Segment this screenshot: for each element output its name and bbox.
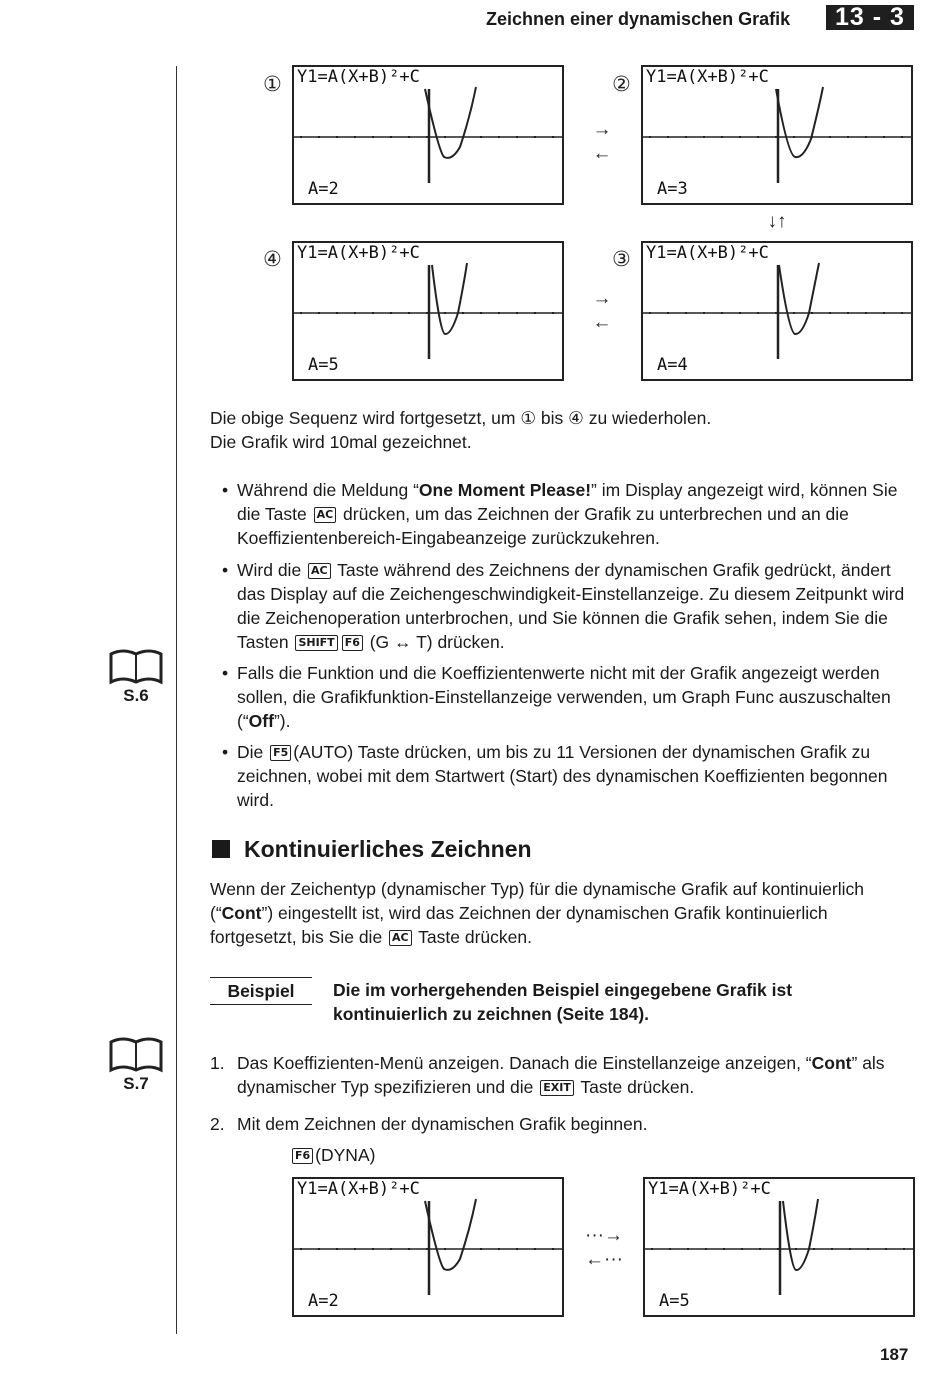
marker-2: ② xyxy=(612,73,631,96)
arrow-updown: ↓↑ xyxy=(767,211,787,232)
ac-key-icon: AC xyxy=(389,930,412,946)
dyna-key-instruction: F6 (DYNA) xyxy=(290,1143,375,1167)
page-number: 187 xyxy=(880,1345,909,1364)
arrow-left-1: ← xyxy=(592,143,612,164)
screen-coefficient: A=5 xyxy=(659,1291,690,1311)
reference-label-s6: S.6 xyxy=(123,686,149,705)
calculator-screen-2 xyxy=(641,65,913,205)
book-icon xyxy=(107,646,165,686)
section-paragraph: Wenn der Zeichentyp (dynamischer Typ) für die dynamische Grafik auf kontinuierlich (“Cont”) eingestellt ist, wird das Zeichnen der dynamischen Grafik kontinuierlich fortgesetzt, bis Sie die AC Taste drücken. xyxy=(210,879,864,947)
book-icon xyxy=(107,1034,165,1074)
ac-key-icon: AC xyxy=(314,507,337,523)
bullet-item-4: • Die F5 (AUTO) Taste drücken, um bis zu 11 Versionen der dynamischen Grafik zu zeichnen, wobei mit dem Startwert (Start) des dynamischen Koeffizienten begonnen wird. xyxy=(222,742,888,810)
calculator-screen-3 xyxy=(641,241,913,381)
shift-key-icon: SHIFT xyxy=(295,635,337,651)
arrow-left-2: ← xyxy=(592,312,612,333)
step-2: 2. Mit dem Zeichnen der dynamischen Grafik beginnen. xyxy=(210,1114,648,1134)
f6-key-icon: F6 xyxy=(292,1148,313,1164)
calculator-screen-6 xyxy=(643,1177,915,1317)
screen-equation: Y1=A(X+B)²+C xyxy=(648,1179,771,1199)
screen-coefficient: A=2 xyxy=(308,1291,339,1311)
screen-equation: Y1=A(X+B)²+C xyxy=(646,243,769,263)
square-bullet-icon xyxy=(212,840,230,858)
example-text: Die im vorhergehenden Beispiel eingegebene Grafik ist kontinuierlich zu zeichnen (Seite 184). xyxy=(333,980,793,1024)
section-heading: Kontinuierliches Zeichnen xyxy=(212,836,532,863)
f6-key-icon: F6 xyxy=(342,635,363,651)
screen-coefficient: A=3 xyxy=(657,179,688,199)
arrow-dots-left: ←··· xyxy=(585,1249,623,1270)
screen-equation: Y1=A(X+B)²+C xyxy=(646,67,769,87)
example-label: Beispiel xyxy=(210,977,312,1005)
calculator-screen-4 xyxy=(292,241,564,381)
intro-paragraph: Die obige Sequenz wird fortgesetzt, um ① bis ④ zu wiederholen. Die Grafik wird 10mal gezeichnet. xyxy=(210,408,712,452)
margin-rule xyxy=(176,66,177,1334)
screen-coefficient: A=2 xyxy=(308,179,339,199)
reference-label-s7: S.7 xyxy=(123,1074,149,1093)
screen-equation: Y1=A(X+B)²+C xyxy=(297,67,420,87)
bullet-item-3: • Falls die Funktion und die Koeffizientenwerte nicht mit der Grafik angezeigt werden sollen, die Grafikfunktion-Einstellanzeige verwenden, um Graph Func auszuschalten (“Off”). xyxy=(222,663,891,731)
screen-coefficient: A=5 xyxy=(308,355,339,375)
f5-key-icon: F5 xyxy=(270,745,291,761)
calculator-screen-1 xyxy=(292,65,564,205)
screen-equation: Y1=A(X+B)²+C xyxy=(297,1179,420,1199)
marker-3: ③ xyxy=(612,248,631,271)
screen-equation: Y1=A(X+B)²+C xyxy=(297,243,420,263)
arrow-dots-right: ···→ xyxy=(585,1225,623,1246)
arrow-right-2: → xyxy=(592,288,612,309)
marker-4: ④ xyxy=(263,248,282,271)
step-1: 1. Das Koeffizienten-Menü anzeigen. Danach die Einstellanzeige anzeigen, “Cont” als dynamischer Typ spezifizieren und die EXIT Taste drücken. xyxy=(210,1053,885,1097)
exit-key-icon: EXIT xyxy=(540,1080,574,1096)
arrow-right-1: → xyxy=(592,119,612,140)
screen-coefficient: A=4 xyxy=(657,355,688,375)
marker-1: ① xyxy=(263,73,282,96)
calculator-screen-5 xyxy=(292,1177,564,1317)
page-header-title: Zeichnen einer dynamischen Grafik xyxy=(486,9,791,29)
section-number-badge: 13 - 3 xyxy=(826,5,914,30)
bullet-item-2: • Wird die AC Taste während des Zeichnens der dynamischen Grafik gedrückt, ändert das Display auf die Zeichengeschwindigkeit-Einstellanzeige. Zu diesem Zeitpunkt wird die Zeichenoperation unterbrochen, und Sie können die Grafik sehen, indem Sie die Tasten SHIFT F6 (G ↔ T) drücken. xyxy=(222,560,905,652)
bullet-item-1: • Während die Meldung “One Moment Please!” im Display angezeigt wird, können Sie die Taste AC drücken, um das Zeichnen der Grafik zu unterbrechen und an die Koeffizientenbereich-Eingabeanzeige zurückzukehren. xyxy=(222,480,898,548)
ac-key-icon: AC xyxy=(308,563,331,579)
